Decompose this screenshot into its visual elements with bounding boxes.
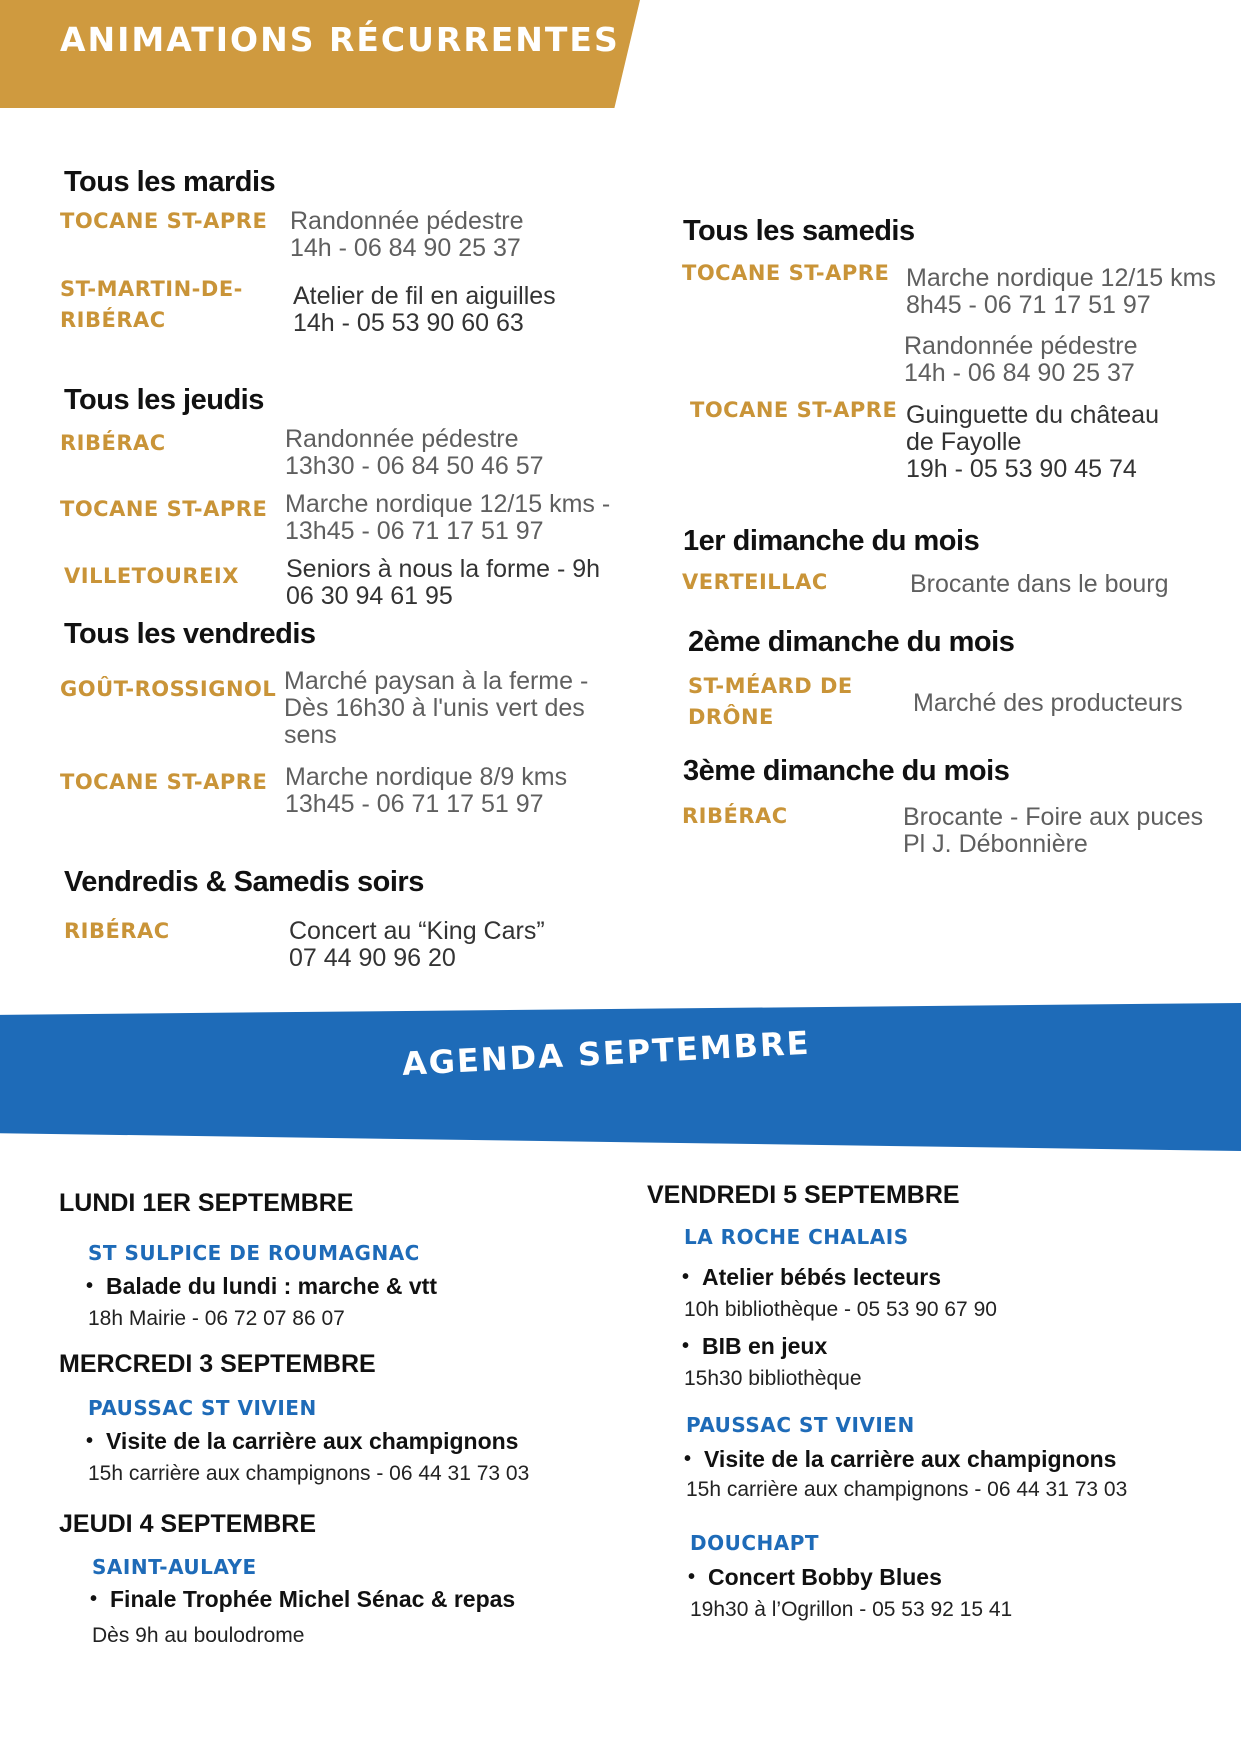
location-label: TOCANE ST-APRE	[60, 497, 268, 521]
location-label: RIBÉRAC	[60, 431, 166, 455]
location-label: ST-MARTIN-DE- RIBÉRAC	[60, 277, 243, 332]
activity-text: Marché des producteurs	[913, 689, 1183, 717]
activity-text: Marche nordique 8/9 kms 13h45 - 06 71 17 51 97	[285, 763, 568, 818]
section-heading-dim2: 2ème dimanche du mois	[688, 626, 1015, 658]
activity-text: Seniors à nous la forme - 9h 06 30 94 61 95	[286, 555, 601, 610]
agenda-title: AGENDA SEPTEMBRE	[401, 1023, 812, 1083]
location-label: RIBÉRAC	[64, 919, 170, 943]
agenda-info: 18h Mairie - 06 72 07 86 07	[88, 1307, 345, 1330]
location-label: TOCANE ST-APRE	[60, 209, 268, 233]
agenda-info: 15h carrière aux champignons - 06 44 31 73 03	[686, 1478, 1128, 1501]
agenda-event: • Balade du lundi : marche & vtt	[86, 1273, 437, 1300]
agenda-location: LA ROCHE CHALAIS	[684, 1225, 909, 1249]
agenda-info: 10h bibliothèque - 05 53 90 67 90	[684, 1298, 997, 1321]
activity-text: Randonnée pédestre 14h - 06 84 90 25 37	[904, 332, 1138, 387]
agenda-banner	[0, 1003, 1241, 1151]
agenda-event: • Concert Bobby Blues	[688, 1564, 942, 1591]
agenda-event: • Visite de la carrière aux champignons	[86, 1428, 518, 1455]
location-label: GOÛT-ROSSIGNOL	[60, 677, 277, 701]
agenda-event: • BIB en jeux	[682, 1333, 827, 1360]
section-heading-jeudis: Tous les jeudis	[64, 384, 264, 416]
activity-text: Atelier de fil en aiguilles 14h - 05 53 90 60 63	[293, 282, 556, 337]
agenda-location: ST SULPICE DE ROUMAGNAC	[88, 1241, 420, 1265]
activity-text: Concert au “King Cars” 07 44 90 96 20	[289, 917, 545, 972]
agenda-location: SAINT-AULAYE	[92, 1555, 257, 1579]
section-heading-vendredis: Tous les vendredis	[64, 618, 316, 650]
day-heading-lundi: LUNDI 1ER SEPTEMBRE	[59, 1189, 354, 1217]
location-label: TOCANE ST-APRE	[60, 770, 268, 794]
location-label: TOCANE ST-APRE	[690, 398, 898, 422]
day-heading-mercredi: MERCREDI 3 SEPTEMBRE	[59, 1350, 376, 1378]
agenda-event: • Finale Trophée Michel Sénac & repas	[90, 1586, 515, 1613]
agenda-info: Dès 9h au boulodrome	[92, 1624, 305, 1647]
agenda-event: • Visite de la carrière aux champignons	[684, 1446, 1116, 1473]
activity-text: Brocante dans le bourg	[910, 570, 1169, 598]
agenda-info: 19h30 à l’Ogrillon - 05 53 92 15 41	[690, 1598, 1013, 1621]
day-heading-jeudi: JEUDI 4 SEPTEMBRE	[59, 1510, 317, 1538]
location-label: VERTEILLAC	[682, 570, 828, 594]
agenda-location: PAUSSAC ST VIVIEN	[88, 1396, 317, 1420]
activity-text: Randonnée pédestre 14h - 06 84 90 25 37	[290, 207, 524, 262]
location-label: RIBÉRAC	[682, 804, 788, 828]
section-heading-samedis: Tous les samedis	[683, 215, 915, 247]
agenda-event: • Atelier bébés lecteurs	[682, 1264, 941, 1291]
day-heading-vendredi: VENDREDI 5 SEPTEMBRE	[647, 1181, 960, 1209]
agenda-info: 15h30 bibliothèque	[684, 1367, 862, 1390]
section-heading-mardis: Tous les mardis	[64, 166, 276, 198]
activity-text: Guinguette du château de Fayolle 19h - 05 53 90 45 74	[906, 401, 1159, 483]
location-label: ST-MÉARD DE DRÔNE	[688, 674, 853, 729]
section-heading-dim3: 3ème dimanche du mois	[683, 755, 1010, 787]
section-heading-dim1: 1er dimanche du mois	[683, 525, 980, 557]
recurring-title: ANIMATIONS RÉCURRENTES	[60, 20, 620, 59]
section-heading-soirs: Vendredis & Samedis soirs	[64, 866, 424, 898]
activity-text: Marché paysan à la ferme - Dès 16h30 à l'unis vert des sens	[284, 667, 589, 749]
agenda-location: DOUCHAPT	[690, 1531, 820, 1555]
agenda-info: 15h carrière aux champignons - 06 44 31 73 03	[88, 1462, 530, 1485]
agenda-location: PAUSSAC ST VIVIEN	[686, 1413, 915, 1437]
activity-text: Marche nordique 12/15 kms 8h45 - 06 71 17 51 97	[906, 264, 1216, 319]
activity-text: Brocante - Foire aux puces Pl J. Débonnière	[903, 803, 1204, 858]
location-label: VILLETOUREIX	[64, 564, 239, 588]
location-label: TOCANE ST-APRE	[682, 261, 890, 285]
activity-text: Marche nordique 12/15 kms - 13h45 - 06 71 17 51 97	[285, 490, 611, 545]
activity-text: Randonnée pédestre 13h30 - 06 84 50 46 57	[285, 425, 544, 480]
